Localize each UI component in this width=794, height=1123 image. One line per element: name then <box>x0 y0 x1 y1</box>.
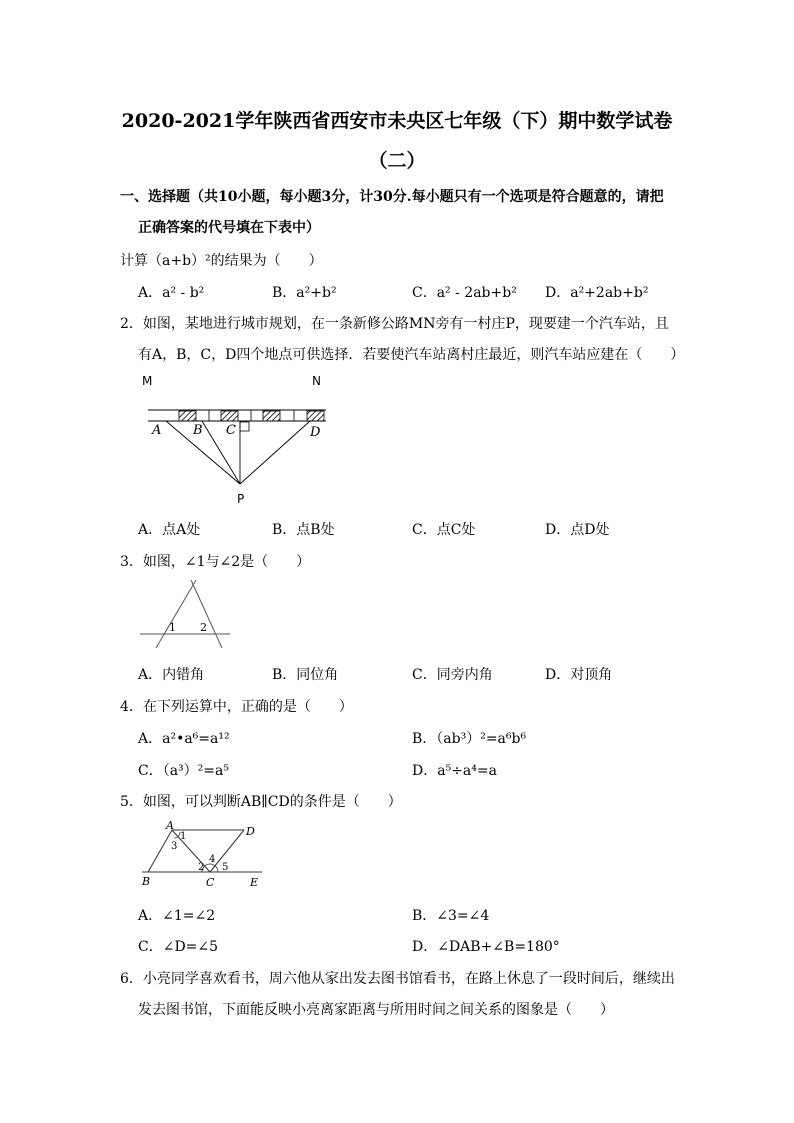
q2-label-n: N <box>312 374 321 388</box>
q1-option-d: D．a²+2ab+b² <box>545 285 649 301</box>
q2-label-m: M <box>142 374 153 388</box>
q5-figure <box>138 818 268 890</box>
q5-angle-4: 4 <box>209 854 216 865</box>
section1-heading-line1: 一、选择题（共10小题，每小题3分，计30分.每小题只有一个选项是符合题意的，请把 <box>120 189 664 205</box>
q4-option-b: B．（ab³）²=a⁶b⁶ <box>412 731 527 747</box>
q2-label-d: D <box>310 425 321 440</box>
q5-angle-3: 3 <box>171 841 178 852</box>
q2-stem-line1: 2．如图，某地进行城市规划，在一条新修公路MN旁有一村庄P，现要建一个汽车站，且 <box>120 316 669 332</box>
q5-option-b: B．∠3=∠4 <box>412 908 490 924</box>
q4-option-d: D．a⁵÷a⁴=a <box>412 763 497 779</box>
q3-angle-1: 1 <box>169 621 176 634</box>
q3-option-c: C．同旁内角 <box>412 667 493 683</box>
q5-option-c: C．∠D=∠5 <box>138 939 219 955</box>
q5-angle-2: 2 <box>198 862 205 873</box>
page-title-line2: （二） <box>368 150 426 172</box>
q2-road-hatch-4 <box>307 411 324 421</box>
q3-option-a: A．内错角 <box>138 667 205 683</box>
q3-transversal-left <box>156 580 196 648</box>
q5-label-a: A <box>166 819 174 832</box>
q3-stem: 3．如图，∠1与∠2是（ ） <box>120 554 311 570</box>
q5-option-d: D．∠DAB+∠B=180° <box>412 939 560 955</box>
q3-figure <box>136 578 236 650</box>
q3-angle-2: 2 <box>200 621 207 634</box>
q3-option-b: B．同位角 <box>272 667 339 683</box>
q6-stem-line1: 6．小亮同学喜欢看书，周六他从家出发去图书馆看书，在路上休息了一段时间后，继续出 <box>120 971 675 987</box>
q1-stem: 计算（a+b）²的结果为（ ） <box>120 253 323 269</box>
q2-option-d: D．点D处 <box>545 522 610 538</box>
q5-option-a: A．∠1=∠2 <box>138 908 216 924</box>
q5-label-d: D <box>246 825 255 838</box>
q1-option-c: C．a² - 2ab+b² <box>412 285 517 301</box>
q2-road-hatch-2 <box>221 411 238 421</box>
q4-option-c: C．（a³）²=a⁵ <box>138 763 229 779</box>
q2-label-b: B <box>193 423 203 438</box>
q5-segment-ab <box>148 830 172 872</box>
q1-option-b: B．a²+b² <box>272 285 337 301</box>
q5-label-e: E <box>250 876 259 889</box>
q4-option-a: A．a²•a⁶=a¹² <box>138 731 230 747</box>
q2-label-a: A <box>152 423 162 438</box>
q2-road-hatch-1 <box>179 411 196 421</box>
q4-stem: 4．在下列运算中，正确的是（ ） <box>120 699 353 715</box>
q2-option-b: B．点B处 <box>272 522 335 538</box>
q2-option-a: A．点A处 <box>138 522 201 538</box>
q3-option-d: D．对顶角 <box>545 667 613 683</box>
q2-stem-line2: 有A，B，C，D四个地点可供选择．若要使汽车站离村庄最近，则汽车站应建在（ ） <box>138 347 685 363</box>
q2-label-c: C <box>226 423 236 438</box>
q3-transversal-right <box>191 580 222 648</box>
q5-angle-5: 5 <box>222 862 229 873</box>
q5-label-c: C <box>206 876 215 889</box>
q2-road-hatch-3 <box>263 411 280 421</box>
q2-option-c: C．点C处 <box>412 522 476 538</box>
q2-right-angle-mark <box>240 422 249 431</box>
page-title-line1: 2020-2021学年陕西省西安市未央区七年级（下）期中数学试卷 <box>121 110 673 132</box>
q5-label-b: B <box>142 875 151 888</box>
q1-option-a: A．a² - b² <box>138 285 205 301</box>
q2-segment-pd <box>240 421 310 484</box>
q6-stem-line2: 发去图书馆，下面能反映小亮离家距离与所用时间之间关系的图象是（ ） <box>138 1002 614 1018</box>
section1-heading-line2: 正确答案的代号填在下表中） <box>138 220 320 236</box>
q2-figure <box>130 370 350 510</box>
q5-angle-1: 1 <box>180 831 187 842</box>
q5-stem: 5．如图，可以判断AB∥CD的条件是（ ） <box>120 794 402 810</box>
q2-label-p: P <box>237 492 245 506</box>
